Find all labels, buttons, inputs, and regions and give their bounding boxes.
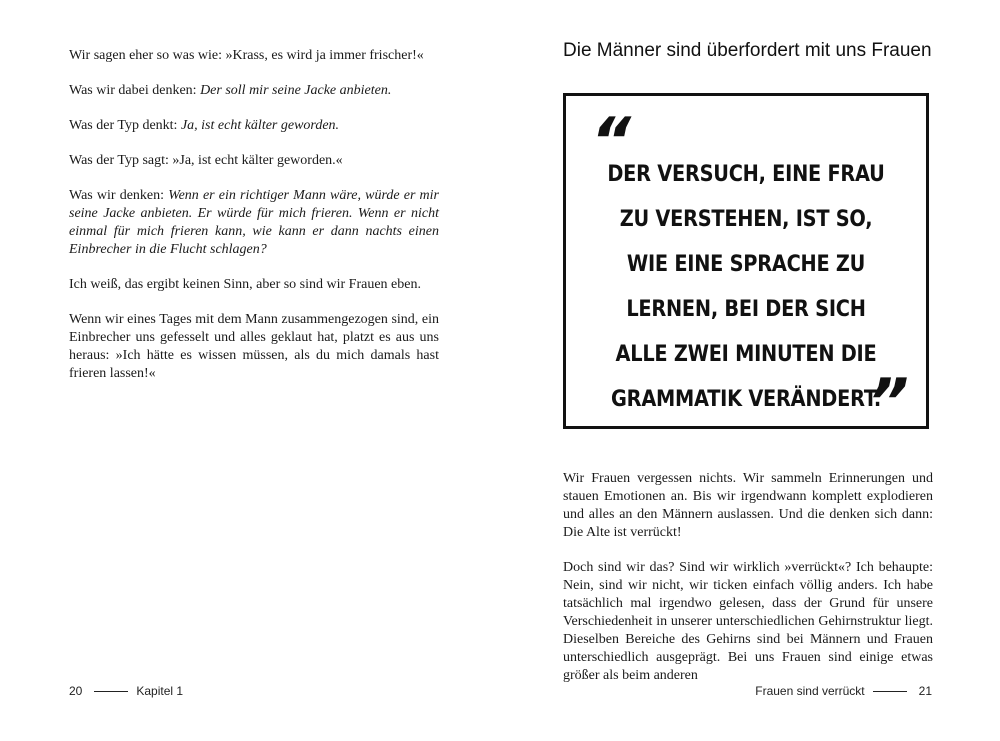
paragraph-italic: Wenn er ein richtiger Mann wäre, würde er mir seine Jacke anbieten. Er würde für mich frieren. Wenn er nicht einmal für mich frieren kann, wie kann er dann nachts einen Einbrecher in die Flucht schlagen? (69, 188, 440, 257)
quote-text: DER VERSUCH, EINE FRAU ZU VERSTEHEN, IST SO, WIE EINE SPRACHE ZU LERNEN, BEI DER SICH ALLE ZWEI MINUTEN DIE GRAMMATIK VERÄNDERT. (607, 161, 885, 412)
paragraph: Wir sagen eher so was wie: »Krass, es wird ja immer frischer!« (69, 48, 424, 63)
chapter-label: Kapitel 1 (136, 684, 184, 698)
open-quote-icon: “ (582, 105, 640, 179)
right-page (500, 0, 1000, 741)
paragraph-prefix: Was der Typ denkt: (69, 118, 181, 133)
page-number: 21 (918, 684, 932, 698)
paragraph: Wir Frauen vergessen nichts. Wir sammeln Erinnerungen und stauen Emotionen an. Bis wir irgendwann komplett explodieren und alles an den Männern auslassen. Und die denken sich dann: Die Alte ist verrückt! (563, 471, 933, 540)
paragraph-prefix: Was wir dabei denken: (69, 83, 201, 98)
paragraph (69, 82, 439, 100)
paragraph-italic: Ja, ist echt kälter geworden. (180, 118, 340, 133)
paragraph (69, 117, 439, 135)
right-footer (755, 684, 932, 698)
left-body-text (69, 47, 439, 400)
left-footer (69, 684, 183, 698)
footer-rule (94, 691, 128, 692)
quote-box (563, 93, 929, 440)
paragraph: Wenn wir eines Tages mit dem Mann zusammengezogen sind, ein Einbrecher uns gefesselt und alles geklaut hat, platzt es aus uns heraus: »Ich hätte es wissen müssen, als du mich damals hast frieren lassen!« (69, 312, 439, 381)
section-heading: Die Männer sind überfordert mit uns Frauen (563, 40, 932, 61)
paragraph: Was der Typ sagt: »Ja, ist echt kälter geworden.« (69, 153, 343, 168)
paragraph: Doch sind wir das? Sind wir wirklich »verrückt«? Ich behaupte: Nein, sind wir nicht, wir ticken einfach völlig anders. Ich habe tatsächlich mal irgendwo gelesen, dass der Grund für unsere Verschiedenheit in unserer unterschiedlichen Gehirnstruktur liegt. Dieselben Bereiche des Gehirns sind bei Männern und Frauen unterschiedlich ausgeprägt. Bei uns Frauen sind einige etwas größer als beim anderen (563, 560, 933, 683)
close-quote-icon: ” (858, 366, 916, 440)
paragraph-prefix: Was wir denken: (69, 188, 169, 203)
paragraph-italic: Der soll mir seine Jacke anbieten. (200, 83, 392, 98)
right-body-text (563, 470, 933, 702)
page-number: 20 (69, 684, 83, 698)
running-title: Frauen sind verrückt (755, 684, 865, 698)
paragraph (69, 187, 439, 259)
footer-rule (873, 691, 907, 692)
paragraph: Ich weiß, das ergibt keinen Sinn, aber so sind wir Frauen eben. (69, 277, 421, 292)
